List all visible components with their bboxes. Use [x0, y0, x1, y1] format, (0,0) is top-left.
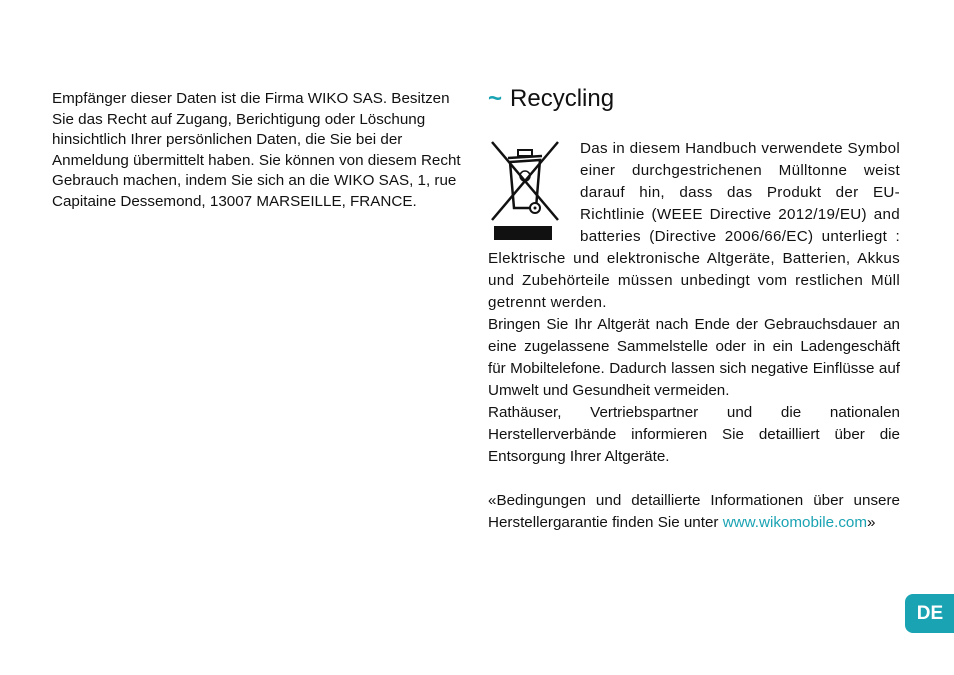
recycling-paragraph-3: Rathäuser, Vertriebspartner und die nationalen Herstellerverbände informieren Sie detailliert über die Entsorgung Ihrer Altgeräte. [488, 404, 900, 465]
recycling-paragraph-2: Bringen Sie Ihr Altgerät nach Ende der Gebrauchsdauer an eine zugelassene Sammelstelle oder in ein Ladengeschäft für Mobiltelefone. Dadurch lassen sich negative Einflüsse auf Umwelt und Gesundheit vermeiden. [488, 316, 900, 399]
warranty-paragraph [488, 490, 900, 534]
bin-underline-bar [494, 226, 552, 240]
crossed-out-bin-icon [488, 138, 568, 248]
data-privacy-section [52, 89, 462, 212]
recycling-heading [488, 84, 900, 114]
heading-text: Recycling [510, 85, 615, 112]
warranty-end: » [867, 514, 876, 531]
privacy-paragraph: Empfänger dieser Daten ist die Firma WIKO SAS. Besitzen Sie das Recht auf Zugang, Berichtigung oder Löschung hinsichtlich Ihrer persönlichen Daten, die Sie bei der Anmeldung übermittelt haben. Sie können von diesem Recht Gebrauch machen, indem Sie sich an die WIKO SAS, 1, rue Capitaine Dessemond, 13007 MARSEILLE, FRANCE. [52, 90, 461, 210]
heading-tilde: ~ [488, 85, 503, 112]
recycling-section [488, 84, 900, 534]
warranty-text: «Bedingungen und detaillierte Informationen über unsere Herstellergarantie finden Sie unter [488, 492, 900, 531]
wiko-website-link[interactable]: www.wikomobile.com [722, 514, 868, 531]
recycling-paragraph-1: Das in diesem Handbuch verwendete Symbol einer durchgestrichenen Mülltonne weist darauf hin, dass das Produkt der EU-Richtlinie (WEEE Directive 2012/19/EU) and batteries (Directive 2006/66/EC) unterliegt : Elektrische und elektronische Altgeräte, Batterien, Akkus und Zubehörteile müssen unbedingt vom restlichen Müll getrennt werden. [488, 140, 900, 311]
language-tab-de: DE [905, 594, 954, 633]
